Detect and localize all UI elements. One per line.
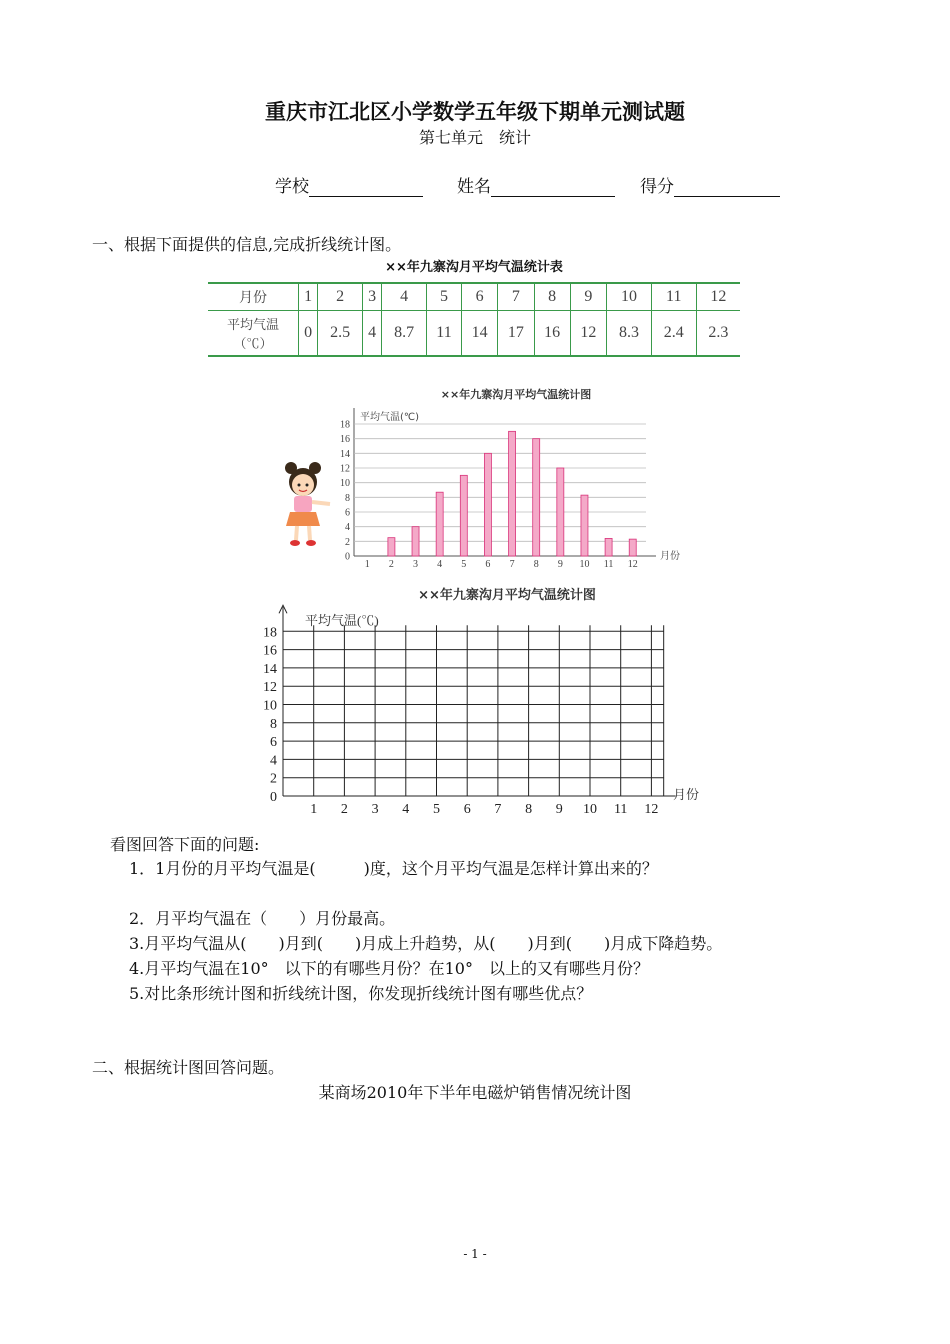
line-chart-ylabel: 平均气温(℃)	[305, 613, 379, 628]
bar-y-tick-label: 0	[345, 551, 350, 563]
bar-y-tick-label: 4	[345, 522, 350, 534]
table-cell: 4	[363, 311, 382, 357]
temperature-table	[208, 282, 740, 357]
bar	[484, 453, 491, 556]
bar-y-tick-label: 12	[340, 463, 350, 475]
line-y-tick-label: 4	[270, 753, 277, 769]
table-row-label	[208, 311, 299, 357]
bar	[605, 538, 612, 556]
line-x-tick-label: 5	[433, 802, 440, 817]
line-x-tick-label: 8	[525, 802, 533, 817]
section2-heading: 二、根据统计图回答问题。	[92, 1058, 285, 1077]
score-blank[interactable]	[674, 178, 780, 197]
bar-x-tick-label: 8	[533, 559, 539, 570]
line-chart	[255, 583, 715, 817]
line-y-tick-label: 6	[270, 735, 277, 751]
table-cell: 11	[651, 283, 696, 311]
score-field	[640, 172, 780, 197]
table-title: ××年九寨沟月平均气温统计表	[385, 260, 563, 275]
line-x-tick-label: 4	[402, 802, 410, 817]
table-cell: 2.5	[318, 311, 363, 357]
school-field	[275, 172, 423, 197]
question-2: 2．月平均气温在（ ）月份最高。	[129, 909, 396, 928]
question-1: 1．1月份的月平均气温是( )度，这个月平均气温是怎样计算出来的？	[129, 859, 658, 878]
bar-chart-xlabel: 月份	[660, 551, 680, 562]
bar-x-tick-label: 11	[603, 559, 614, 570]
bar	[412, 527, 419, 556]
bar-y-tick-label: 8	[345, 492, 350, 504]
line-x-tick-label: 11	[613, 802, 628, 817]
table-cell: 8.7	[382, 311, 427, 357]
table-cell: 12	[570, 311, 606, 357]
table-cell: 2	[318, 283, 363, 311]
name-label: 姓名	[457, 177, 491, 197]
questions-intro: 看图回答下面的问题:	[110, 835, 260, 854]
line-y-tick-label: 0	[270, 790, 277, 805]
bar-x-tick-label: 5	[461, 559, 467, 570]
page-number: - 1 -	[463, 1247, 487, 1261]
bar-y-tick-label: 6	[345, 507, 350, 519]
table-cell: 3	[363, 283, 382, 311]
table-cell: 1	[299, 283, 318, 311]
line-x-tick-label: 1	[310, 802, 318, 817]
line-y-tick-label: 14	[263, 661, 277, 677]
name-blank[interactable]	[491, 178, 615, 197]
line-y-tick-label: 2	[270, 771, 277, 787]
school-label: 学校	[275, 177, 309, 197]
bar	[460, 475, 467, 556]
bar-chart-title: ××年九寨沟月平均气温统计图	[440, 388, 592, 401]
line-x-tick-label: 12	[644, 802, 659, 817]
line-y-tick-label: 18	[263, 625, 277, 641]
bar-x-tick-label: 6	[485, 559, 491, 570]
bar	[629, 539, 636, 556]
line-y-tick-label: 12	[263, 680, 277, 696]
bar	[557, 468, 564, 556]
bar	[436, 492, 443, 556]
line-x-tick-label: 3	[371, 802, 379, 817]
bar-chart	[330, 384, 690, 569]
section2-chart-title: 某商场2010年下半年电磁炉销售情况统计图	[318, 1083, 632, 1102]
page-title: 重庆市江北区小学数学五年级下期单元测试题	[265, 99, 685, 124]
line-x-tick-label: 6	[463, 802, 471, 817]
table-cell: 14	[462, 311, 498, 357]
table-label-line1: 平均气温	[226, 317, 279, 332]
bar-chart-ylabel: 平均气温(℃)	[360, 412, 420, 423]
girl-illustration	[268, 458, 338, 550]
bar-y-tick-label: 18	[340, 419, 350, 431]
bar-x-tick-label: 4	[437, 559, 443, 570]
line-y-tick-label: 8	[270, 716, 277, 732]
bar	[388, 538, 395, 556]
bar-x-tick-label: 9	[557, 559, 563, 570]
bar-x-tick-label: 1	[364, 559, 370, 570]
line-x-tick-label: 7	[494, 802, 502, 817]
bar-y-tick-label: 2	[345, 536, 350, 548]
table-cell: 9	[570, 283, 606, 311]
table-row-temps	[208, 311, 740, 357]
name-field	[457, 172, 615, 197]
question-4: 4.月平均气温在10° 以下的有哪些月份？在10° 以上的又有哪些月份？	[129, 959, 649, 978]
line-y-tick-label: 10	[263, 698, 277, 714]
bar-x-tick-label: 2	[388, 559, 394, 570]
line-x-tick-label: 2	[340, 802, 348, 817]
bar	[581, 495, 588, 556]
bar-x-tick-label: 7	[509, 559, 515, 570]
bar	[533, 439, 540, 556]
table-row-months	[208, 283, 740, 311]
line-x-tick-label: 10	[583, 802, 597, 817]
bar-x-tick-label: 10	[579, 559, 590, 570]
bar-y-tick-label: 14	[340, 448, 350, 460]
line-chart-xlabel: 月份	[673, 787, 700, 802]
table-cell: 6	[462, 283, 498, 311]
line-x-tick-label: 9	[555, 802, 563, 817]
question-5: 5.对比条形统计图和折线统计图，你发现折线统计图有哪些优点？	[129, 984, 593, 1003]
bar-x-tick-label: 3	[413, 559, 419, 570]
score-label: 得分	[640, 177, 674, 197]
line-y-tick-label: 16	[263, 643, 277, 659]
school-blank[interactable]	[309, 178, 423, 197]
table-cell: 7	[498, 283, 534, 311]
table-cell: 12	[696, 283, 740, 311]
section1-heading: 一、根据下面提供的信息,完成折线统计图。	[92, 235, 402, 254]
table-cell: 17	[498, 311, 534, 357]
table-cell: 5	[427, 283, 462, 311]
bar-y-tick-label: 16	[340, 434, 350, 446]
table-row-label: 月份	[208, 283, 299, 311]
table-cell: 2.3	[696, 311, 740, 357]
table-cell: 4	[382, 283, 427, 311]
bar-x-tick-label: 12	[627, 559, 638, 570]
bar	[509, 431, 516, 556]
table-cell: 16	[534, 311, 570, 357]
table-cell: 10	[607, 283, 652, 311]
bar-y-tick-label: 10	[340, 478, 350, 490]
line-chart-title: ××年九寨沟月平均气温统计图	[418, 588, 596, 603]
table-cell: 8.3	[607, 311, 652, 357]
page-subtitle: 第七单元 统计	[418, 128, 531, 147]
table-cell: 11	[427, 311, 462, 357]
table-label-line2: （℃）	[233, 336, 273, 351]
table-cell: 0	[299, 311, 318, 357]
table-cell: 2.4	[651, 311, 696, 357]
table-cell: 8	[534, 283, 570, 311]
question-3: 3.月平均气温从( )月到( )月成上升趋势，从( )月到( )月成下降趋势。	[129, 934, 723, 953]
